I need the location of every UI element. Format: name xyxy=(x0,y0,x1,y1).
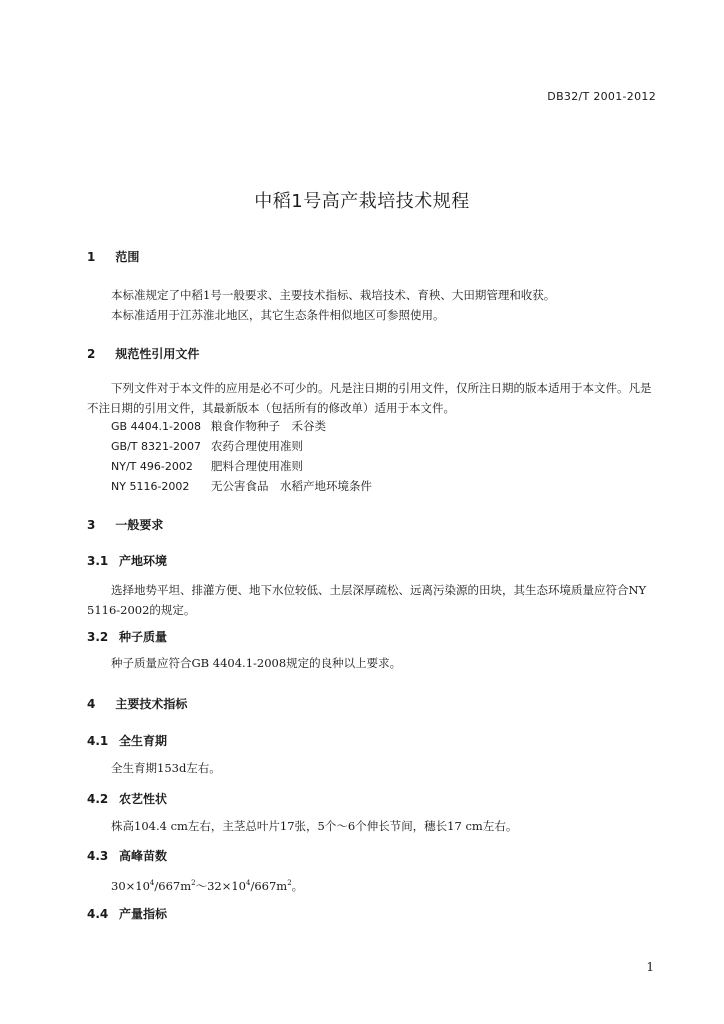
reference-code: NY/T 496-2002 xyxy=(111,460,193,473)
section-4-1-heading xyxy=(87,732,167,749)
section-number: 1 xyxy=(87,250,96,264)
reference-code: GB 4404.1-2008 xyxy=(111,420,202,433)
document-title: 中稻1号高产栽培技术规程 xyxy=(254,191,470,212)
section-number: 4.4 xyxy=(87,907,109,921)
section-4-4-heading xyxy=(87,905,167,922)
section-number: 3 xyxy=(87,518,96,532)
section-title: 产量指标 xyxy=(119,907,168,921)
paragraph: 本标准规定了中稻1号一般要求、主要技术指标、栽培技术、育秧、大田期管理和收获。 xyxy=(111,288,556,302)
section-title: 全生育期 xyxy=(119,734,168,748)
paragraph: 本标准适用于江苏淮北地区，其它生态条件相似地区可参照使用。 xyxy=(111,308,445,322)
section-3-heading xyxy=(87,516,163,533)
section-number: 2 xyxy=(87,347,96,361)
reference-item xyxy=(111,418,326,434)
reference-code: GB/T 8321-2007 xyxy=(111,440,201,453)
section-4-3-body xyxy=(87,873,657,896)
section-number: 3.2 xyxy=(87,630,109,644)
section-4-3-heading xyxy=(87,847,167,864)
section-4-2-heading xyxy=(87,790,167,807)
reference-code: NY 5116-2002 xyxy=(111,480,190,493)
section-3-1-body: 选择地势平坦、排灌方便、地下水位较低、土层深厚疏松、远离污染源的田块，其生态环境质量应符合NY 5116-2002的规定。 xyxy=(87,583,647,617)
reference-item xyxy=(111,438,303,454)
section-number: 4 xyxy=(87,697,96,711)
section-3-2-body: 种子质量应符合GB 4404.1-2008规定的良种以上要求。 xyxy=(111,656,402,670)
section-title: 范围 xyxy=(115,250,140,264)
reference-name: 粮食作物种子 禾谷类 xyxy=(211,419,326,433)
section-number: 4.3 xyxy=(87,849,109,863)
section-number: 4.1 xyxy=(87,734,109,748)
section-4-heading xyxy=(87,695,187,712)
section-title: 产地环境 xyxy=(119,554,168,568)
reference-item xyxy=(111,478,372,494)
section-title: 主要技术指标 xyxy=(115,697,188,711)
page-number: 1 xyxy=(646,960,654,974)
reference-name: 肥料合理使用准则 xyxy=(211,459,303,473)
section-title: 农艺性状 xyxy=(119,792,168,806)
section-1-heading xyxy=(87,248,139,265)
standard-code: DB32/T 2001-2012 xyxy=(547,90,656,103)
formula: $30\times 10^4/667m^2\sim 32\times 10^4/667m^2$。 xyxy=(111,878,304,893)
section-2-body: 下列文件对于本文件的应用是必不可少的。凡是注日期的引用文件，仅所注日期的版本适用于本文件。凡是不注日期的引用文件，其最新版本（包括所有的修改单）适用于本文件。 xyxy=(87,381,652,415)
section-number: 4.2 xyxy=(87,792,109,806)
reference-name: 无公害食品 水稻产地环境条件 xyxy=(211,479,372,493)
section-4-1-body: 全生育期153d左右。 xyxy=(111,761,221,775)
section-4-2-body: 株高104.4 cm左右，主茎总叶片17张，5个～6个伸长节间，穗长17 cm左右。 xyxy=(111,819,518,833)
section-1-body xyxy=(87,285,657,325)
section-3-2-heading xyxy=(87,628,167,645)
section-2-heading xyxy=(87,345,199,362)
reference-item xyxy=(111,458,303,474)
section-title: 一般要求 xyxy=(115,518,164,532)
reference-name: 农药合理使用准则 xyxy=(211,439,303,453)
section-title: 规范性引用文件 xyxy=(115,347,200,361)
section-3-1-heading xyxy=(87,552,167,569)
section-number: 3.1 xyxy=(87,554,109,568)
section-title: 高峰苗数 xyxy=(119,849,168,863)
section-title: 种子质量 xyxy=(119,630,168,644)
